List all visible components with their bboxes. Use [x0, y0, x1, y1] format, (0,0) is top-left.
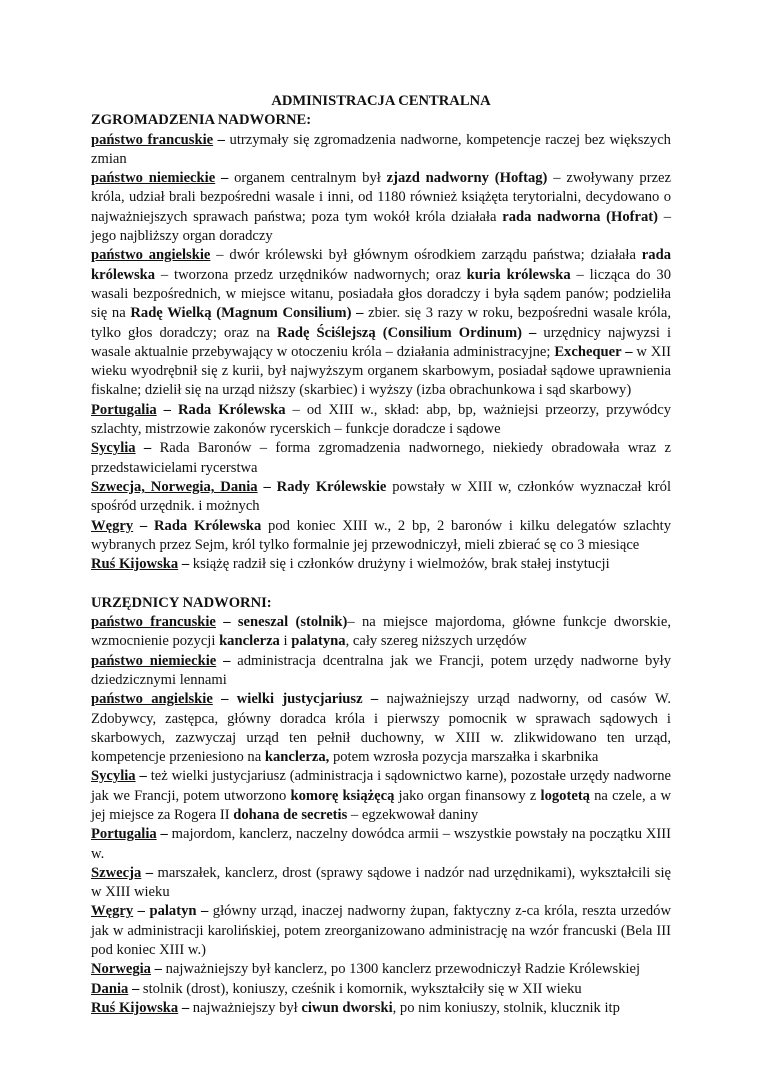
paragraph — [91, 864, 671, 903]
text-run: i — [279, 633, 292, 650]
text-run: – jego najbliższy organ doradczy — [91, 208, 671, 245]
entry-label: Portugalia — [91, 826, 157, 843]
entry-label: państwo francuskie — [91, 131, 214, 148]
bold-term: – — [216, 652, 238, 669]
document-body — [91, 111, 671, 1018]
text-run: – od XIII w., skład: abp, bp, ważniejsi przeorzy, przywódcy szlachty, mistrzowie zakonów rycerskich – funkcje doradcze i sądowe — [91, 401, 671, 438]
paragraph — [91, 555, 671, 574]
bold-term: ciwun dworski — [301, 999, 393, 1016]
bold-term: rada królewska — [91, 247, 671, 283]
entry-label: Szwecja — [91, 864, 142, 881]
paragraph — [91, 999, 671, 1018]
paragraph — [91, 767, 671, 825]
bold-term: – — [135, 768, 151, 785]
text-run: , cały szereg niższych urzędów — [345, 633, 527, 650]
entry-label: państwo angielskie — [91, 691, 213, 708]
bold-term: dohana de secretis — [233, 806, 348, 823]
bold-term: Exchequer — [554, 343, 622, 360]
bold-term: komorę książęcą — [290, 787, 395, 804]
bold-term: – Rada Królewska — [156, 401, 286, 418]
paragraph — [91, 902, 671, 960]
paragraph — [91, 439, 671, 478]
text-run: administracja dcentralna jak we Francji, potem urzędy nadworne były dziedzicznymi lennami — [91, 652, 671, 688]
entry-label: Szwecja, Norwegia, Dania — [91, 478, 258, 495]
bold-term: logotetą — [540, 787, 590, 804]
text-run: utrzymały się zgromadzenia nadworne, kompetencje raczej bez większych zmian — [91, 131, 671, 167]
text-run: , po nim koniuszy, stolnik, klucznik itp — [392, 999, 620, 1016]
text-run: organem centralnym był — [234, 170, 387, 187]
bold-term: kanclerza — [219, 633, 280, 650]
bold-term: zjazd nadworny (Hoftag) — [386, 170, 548, 187]
bold-term: – wielki justycjariusz – — [212, 691, 379, 708]
text-run: pod koniec XIII w., 2 bp, 2 baronów i kilku delegatów szlachty wybranych przez Sejm, król tylko formalnie jej przewodniczył, mieli zbierać sę co 3 miesiące — [91, 517, 672, 553]
bold-term: rada nadworna (Hofrat) — [502, 208, 658, 225]
bold-term: – Rada Królewska — [133, 517, 262, 534]
bold-term: – — [178, 999, 193, 1016]
paragraph — [91, 246, 671, 400]
paragraph — [91, 690, 671, 767]
entry-label: Ruś Kijowska — [91, 999, 179, 1016]
entry-label: Ruś Kijowska — [91, 556, 179, 573]
bold-term: kuria królewska — [466, 266, 571, 283]
entry-label: Węgry — [91, 903, 134, 920]
bold-term: – seneszal (stolnik) — [215, 614, 348, 631]
section-heading: ZGROMADZENIA NADWORNE: — [91, 112, 312, 129]
paragraph — [91, 960, 671, 979]
text-run: na czele, a w jej miejsce za Rogera II — [91, 787, 672, 823]
text-run: stolnik (drost), koniuszy, cześnik i komornik, wykształciły się w XII wieku — [142, 980, 582, 997]
document-page — [91, 92, 671, 1018]
bold-term: – — [150, 961, 166, 978]
text-run: majordom, kanclerz, naczelny dowódca armii – wszystkie powstały na początku XIII w. — [91, 826, 672, 862]
bold-term: – Rady Królewskie — [257, 478, 387, 495]
paragraph — [91, 169, 671, 246]
entry-label: Węgry — [91, 517, 134, 534]
text-run: w XII wieku wyodrębnił się z kurii, był najwyższym organem skarbowym, posiadał sądowe uprawnienia fiskalne; dzielił się na urząd niższy (skarbiec) i wyższy (izba obrachunkowa i sąd skarbowy) — [91, 343, 672, 399]
entry-label: państwo niemieckie — [91, 170, 216, 187]
text-run: też wielki justycjariusz (administracja i sądownictwo karne), pozostałe urzędy nadworne jak we Francji, potem utworzono — [91, 768, 671, 804]
paragraph — [91, 517, 671, 556]
paragraph — [91, 825, 671, 864]
bold-term: – — [135, 440, 160, 457]
entry-label: państwo niemieckie — [91, 652, 217, 669]
entry-label: państwo francuskie — [91, 614, 216, 631]
section-heading: URZĘDNICY NADWORNI: — [91, 594, 272, 611]
bold-term: – — [351, 305, 369, 322]
paragraph — [91, 478, 671, 517]
section-spacer — [91, 574, 671, 593]
entry-label: Norwegia — [91, 961, 151, 978]
bold-term: – — [522, 324, 544, 341]
paragraph — [91, 980, 671, 999]
bold-term: – — [178, 556, 193, 573]
bold-term: – palatyn – — [133, 903, 209, 920]
text-run: – tworzona przedz urzędników nadwornych; oraz — [155, 266, 467, 283]
bold-term: – — [215, 170, 235, 187]
text-run: książę radził się i członków drużyny i wielmożów, brak stałej instytucji — [192, 556, 610, 573]
bold-term: Radę Wielką (Magnum Consilium) — [130, 305, 352, 322]
bold-term: – — [141, 864, 158, 881]
text-run: zbier. się 3 razy w roku, bezpośredni wasale króla, tylko głos doradczy; oraz na — [91, 305, 671, 341]
text-run: główny urząd, inaczej nadworny żupan, faktyczny z-ca króla, reszta urzedów jak w administracji karolińskiej, potem zreorganizowano administrację na wzór francuski (Bela III pod koniec XIII w.) — [91, 903, 671, 959]
text-run: najważniejszy urząd nadworny, od casów W. Zdobywcy, zastępca, główny doradca króla i pierwszy pomocnik w sprawach sądowych i skarbowych, zazwyczaj urząd ten pełnił duchowny, w XIII w. zlikwidowano ten urząd, kompetencje przeniesiono na — [91, 691, 671, 766]
bold-term: kanclerza, — [264, 749, 330, 766]
bold-term: – — [213, 131, 230, 148]
text-run: potem wzrosła pozycja marszałka i skarbnika — [329, 749, 599, 766]
text-run: jako organ finansowy z — [394, 787, 541, 804]
text-run: najważniejszy był — [192, 999, 302, 1016]
bold-term: – — [621, 343, 637, 360]
paragraph — [91, 131, 671, 170]
entry-label: Portugalia — [91, 401, 157, 418]
bold-term: – — [156, 826, 172, 843]
entry-label: Dania — [91, 980, 129, 997]
bold-term: – — [128, 980, 143, 997]
text-run: marszałek, kanclerz, drost (sprawy sądowe i nadzór nad urzędnikami), wykształcili się w XIII wieku — [91, 864, 671, 901]
document-title: ADMINISTRACJA CENTRALNA — [271, 93, 491, 109]
text-run: – zwoływany przez króla, udział brali bezpośredni wasale i inni, od 1180 również książęta terytorialni, decydowano o najważniejszych sprawach państwa; poza tym wokół króla działała — [91, 170, 672, 225]
text-run: urzędnicy najwyzsi i wasale aktualnie przebywający w otoczeniu króla – działania administracyjne; — [91, 324, 672, 360]
bold-term: palatyna — [291, 633, 346, 650]
entry-label: Sycylia — [91, 440, 136, 457]
text-run: – na miejsce majordoma, główne funkcje dworskie, wzmocnienie pozycji — [91, 614, 671, 650]
paragraph — [91, 613, 671, 652]
entry-label: państwo angielskie — [91, 247, 211, 264]
paragraph — [91, 652, 671, 691]
text-run: najważniejszy był kanclerz, po 1300 kanclerz przewodniczył Radzie Królewskiej — [165, 961, 641, 978]
paragraph — [91, 401, 671, 440]
text-run: – egzekwował daniny — [347, 806, 479, 823]
text-run: – dwór królewski był głównym ośrodkiem zarządu państwa; działała — [210, 247, 642, 264]
bold-term: Radę Ściślejszą (Consilium Ordinum) — [277, 324, 522, 341]
entry-label: Sycylia — [91, 768, 136, 785]
text-run: powstały w XIII w, członków wyznaczał król spośród urzędnik. i możnych — [91, 478, 671, 515]
text-run: – licząca do 30 wasali bezpośrednich, w miejsce witanu, posiadała głos doradczy i była sądem panów; podzieliła się na — [91, 266, 672, 322]
text-run: Rada Baronów – forma zgromadzenia nadwornego, niekiedy obradowała wraz z przedstawicielami rycerstwa — [91, 440, 671, 476]
